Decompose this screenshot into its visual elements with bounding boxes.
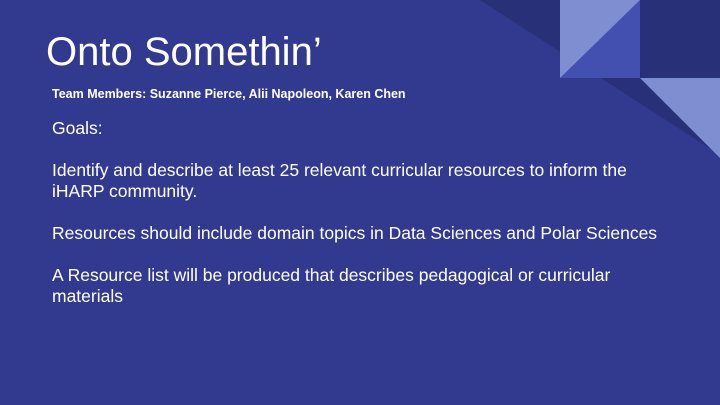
goal-paragraph: Resources should include domain topics in Data Sciences and Polar Sciences — [52, 223, 658, 243]
slide-body — [52, 118, 682, 328]
team-members: Team Members: Suzanne Pierce, Alii Napoleon, Karen Chen — [52, 87, 406, 101]
slide-title: Onto Somethin’ — [46, 30, 322, 74]
goal-paragraph: A Resource list will be produced that describes pedagogical or curricular materials — [52, 265, 611, 306]
goals-heading: Goals: — [52, 118, 103, 138]
goal-paragraph: Identify and describe at least 25 relevant curricular resources to inform the iHARP community. — [52, 160, 627, 201]
decoration-dark-square — [640, 0, 720, 78]
